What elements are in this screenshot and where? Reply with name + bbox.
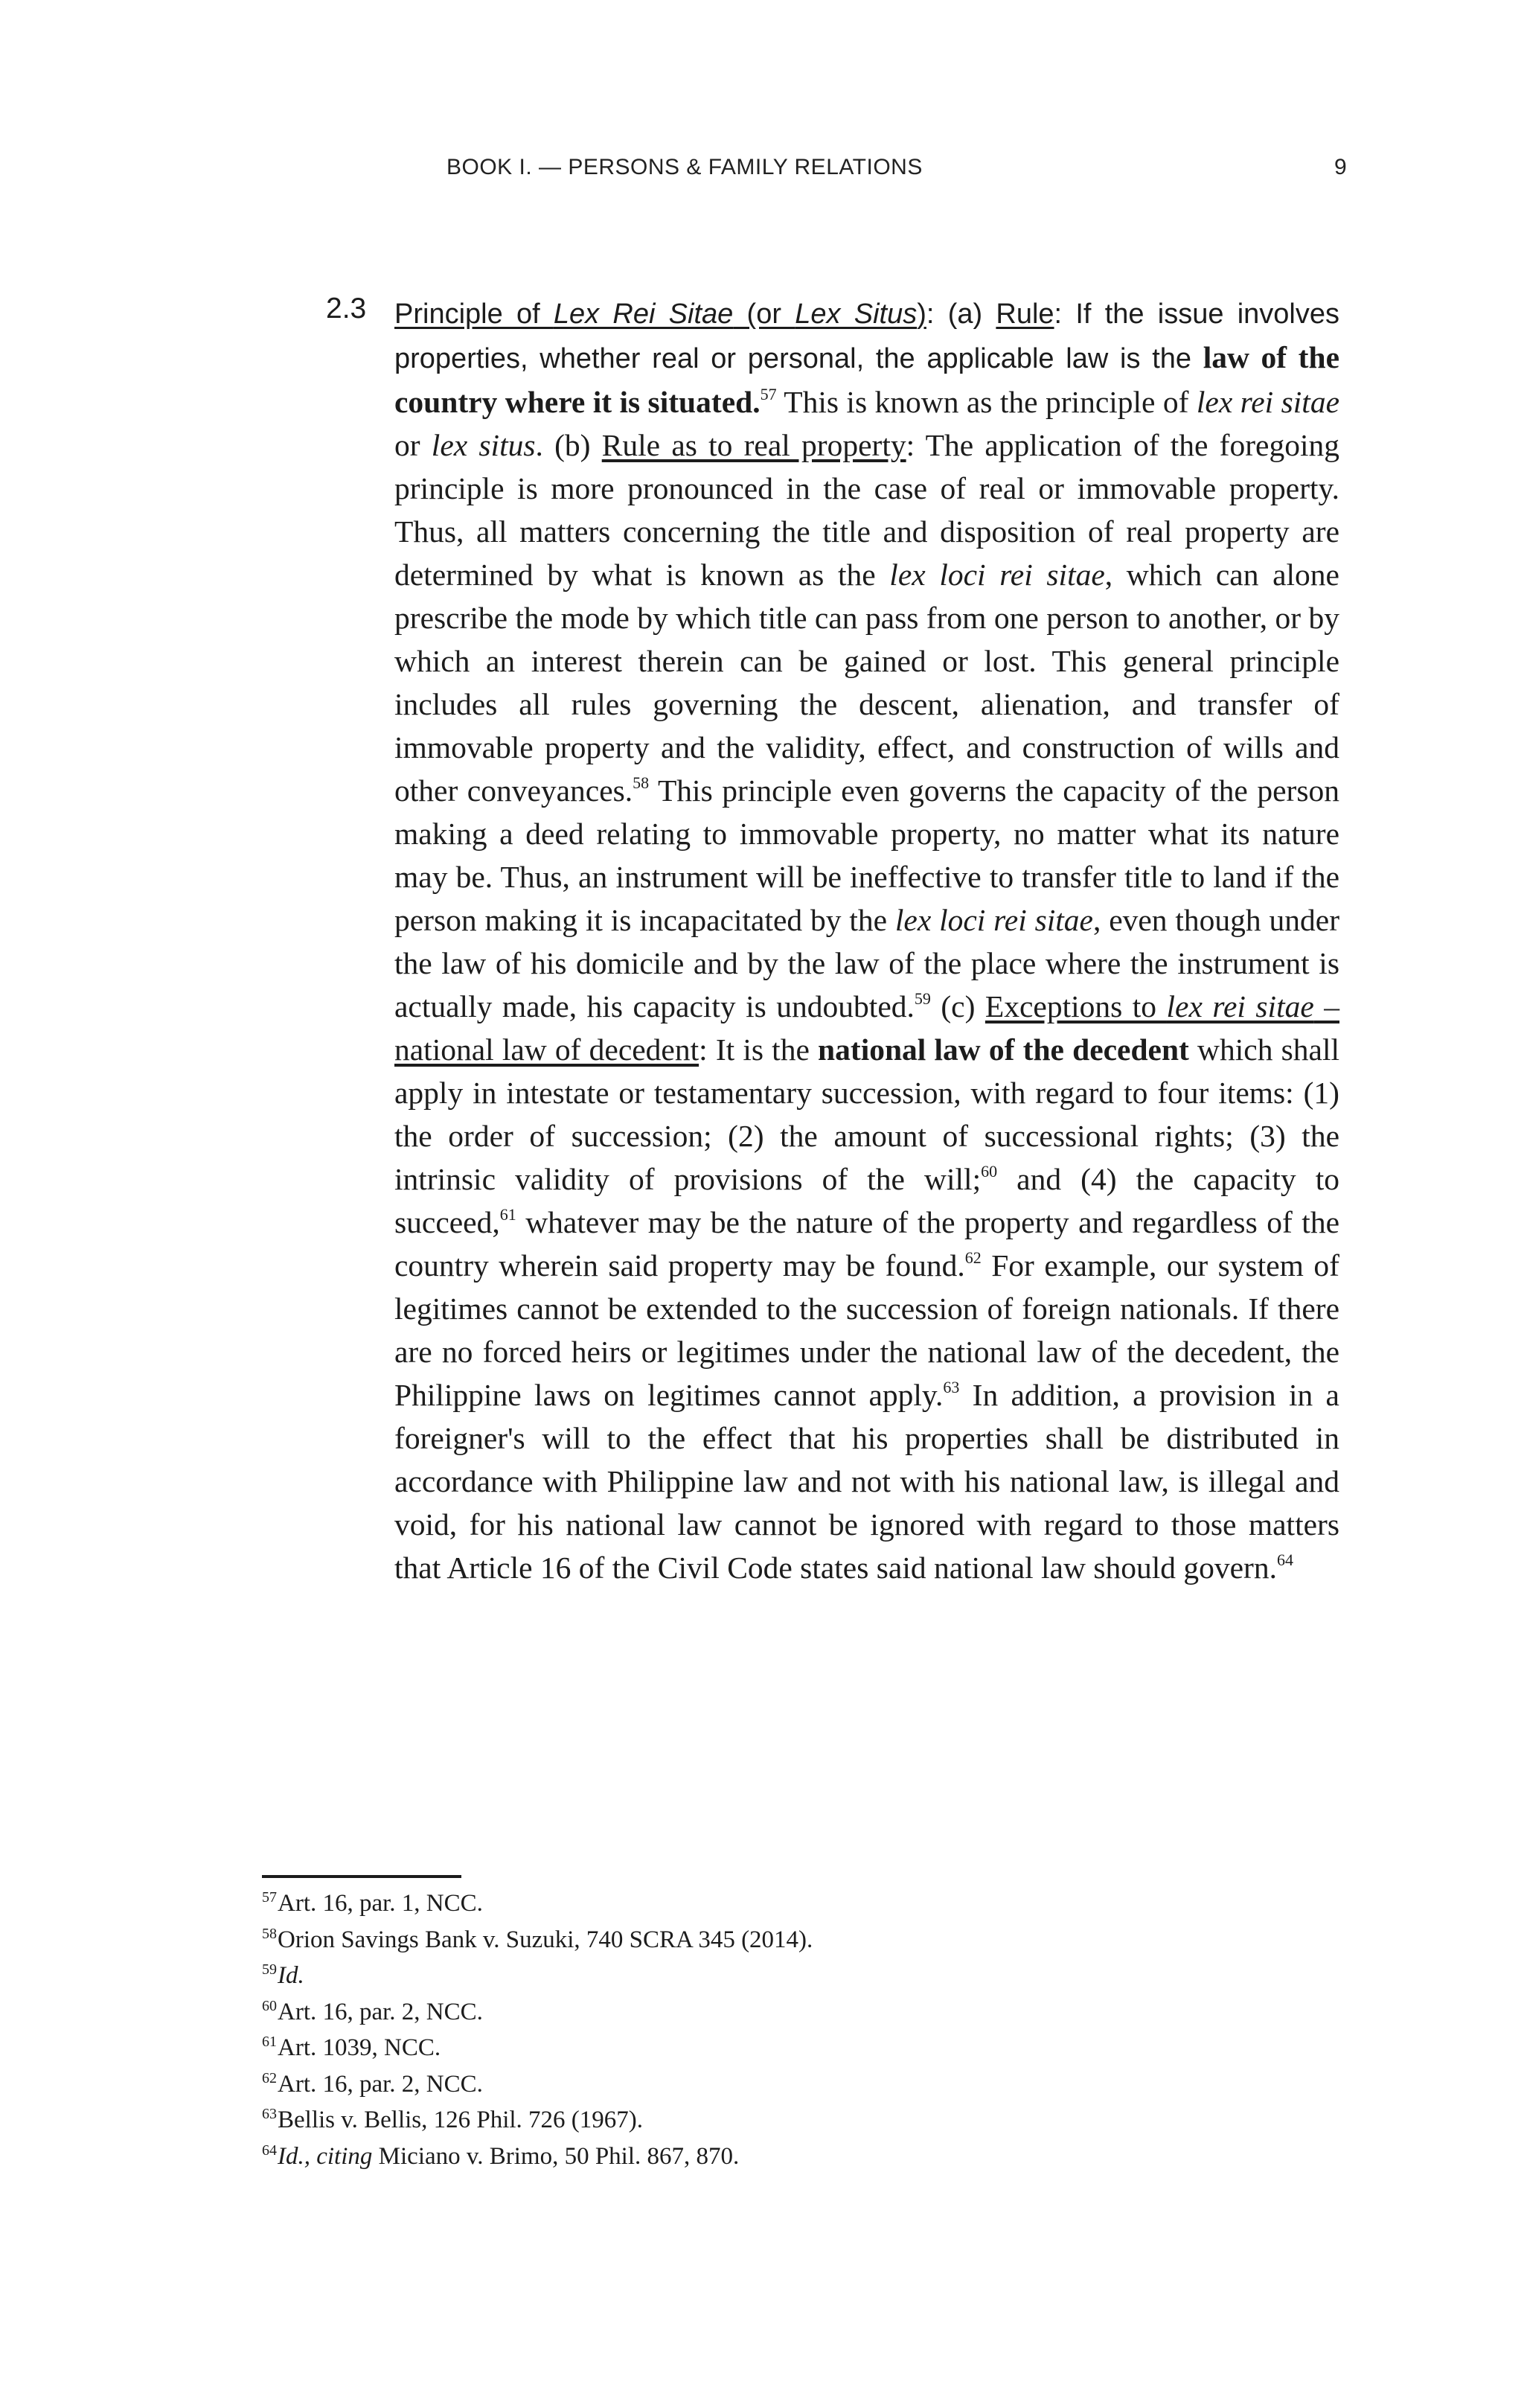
footnote-ref: 59 [914,989,931,1009]
footnote: $^{61}$Art. 1039, NCC. [262,2034,441,2061]
bold-phrase: national law of the decedent [818,1032,1189,1067]
rule-label: Rule [996,298,1054,330]
footnote: $^{64}$Id., citing Miciano v. Brimo, 50 Phil. 867, 870. [262,2142,740,2170]
footnote: $^{63}$Bellis v. Bellis, 126 Phil. 726 (1967). [262,2106,644,2133]
footnote-ref: 61 [499,1205,516,1224]
footnote-ref: 64 [1277,1550,1293,1570]
footnote: $^{60}$Art. 16, par. 2, NCC. [262,1997,483,2025]
footnote: $^{57}$Art. 16, par. 1, NCC. [262,1889,483,1917]
bold-phrase: law of the country where it is situated. [394,340,1339,419]
footnotes [262,1885,1304,2174]
heading-underlined: Principle of Lex Rei Sitae (or Lex Situs) [394,298,926,330]
footnote-divider [262,1875,461,1878]
rule-real-property-label: Rule as to real property [601,428,906,462]
running-header: BOOK I. — PERSONS & FAMILY RELATIONS [446,155,923,179]
section-heading: Principle of Lex Rei Sitae (or Lex Situs): (a) Rule: If the issue involves properties, whether real or personal, the applicable law is the [394,298,1340,374]
footnote-ref: 63 [943,1378,960,1397]
footnote-ref: 62 [964,1248,982,1268]
section-paragraph: Principle of Lex Rei Sitae (or Lex Situs): (a) Rule: If the issue involves properties, whether real or personal, the applicable law is the law of the country where it is situated.$^{57}$ This is known as the principle of lex rei sitae or lex situs. (b) Rule as to real property: The application of the foregoing principle is more pronounced in the case of real or immovable property. Thus, all matters concerning the title and disposition of real property are determined by what is known as the lex loci rei sitae, which can alone prescribe the mode by which title can pass from one person to another, or by which an interest therein can be gained or lost. This general principle includes all rules governing the descent, alienation, and transfer of immovable property and the validity, effect, and construction of wills and other conveyances.$^{58}$ This principle even governs the capacity of the person making a deed relating to immovable property, no matter what its nature may be. Thus, an instrument will be ineffective to transfer title to land if the person making it is incapacitated by the lex loci rei sitae, even though under the law of his domicile and by the law of the place where the instrument is actually made, his capacity is undoubted.$^{59}$ (c) Exceptions to lex rei sitae – national law of decedent: It is the national law of the decedent which shall apply in intestate or testamentary succession, with regard to four items: (1) the order of succession; (2) the amount of successional rights; (3) the intrinsic validity of provisions of the will;$^{60}$ and (4) the capacity to succeed,$^{61}$ whatever may be the nature of the property and regardless of the country wherein said property may be found.$^{62}$ For example, our system of legitimes cannot be extended to the succession of foreign nationals. If there are no forced heirs or legitimes under the national law of the decedent, the Philippine laws on legitimes cannot apply.$^{63}$ In addition, a provision in a foreigner's will to the effect that his properties shall be distributed in accordance with Philippine law and not with his national law, is illegal and void, for his national law cannot be ignored with regard to those matters that Article 16 of the Civil Code states said national law should govern.$^{64}$ [394,298,1340,1585]
footnote: $^{59}$Id. [262,1961,304,1989]
page-number: 9 [1334,155,1347,179]
footnote-ref: 60 [981,1162,998,1181]
section-number: 2.3 [326,293,367,325]
exceptions-label: Exceptions to lex rei sitae – national law of decedent [394,989,1340,1067]
footnote: $^{58}$Orion Savings Bank v. Suzuki, 740 SCRA 345 (2014). [262,1925,813,1953]
footnote-ref: 58 [633,773,650,793]
footnote: $^{62}$Art. 16, par. 2, NCC. [262,2069,483,2098]
footnote-ref: 57 [760,385,777,404]
